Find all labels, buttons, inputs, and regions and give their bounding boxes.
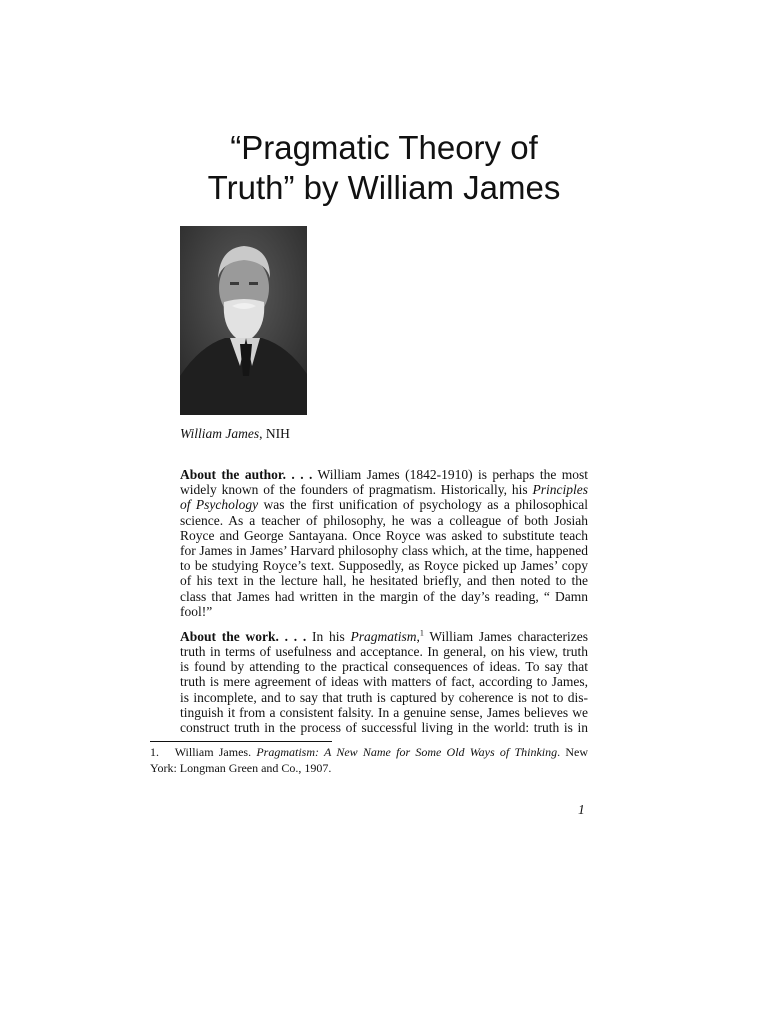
caption-name: William James <box>180 426 260 441</box>
body-text <box>180 467 588 735</box>
paragraph-line: tinguish it from a consistent falsity. In a genuine sense, James believes we <box>180 704 588 720</box>
footnote-book-title: Pragmatism: A New Name for Some Old Ways of Thinking <box>256 745 558 759</box>
paragraph-line: of Psychology was the first unification of psychology as a philosophical <box>180 497 588 513</box>
footnote-number: 1. <box>150 745 159 759</box>
paragraph-line: is incomplete, and to say that truth is captured by coherence is not to dis- <box>180 689 588 705</box>
paragraph-line: of his text in the lecture hall, he hesitated briefly, and then noted to the <box>180 573 588 589</box>
author-heading: About the author. . . . <box>180 467 313 482</box>
caption-credit: , NIH <box>259 426 290 441</box>
work-heading: About the work. . . . <box>180 628 307 644</box>
paragraph-line: for James in James’ Harvard philosophy class which, at the time, happened <box>180 542 588 558</box>
paragraph-line: widely known of the founders of pragmatism. Historically, his Principles <box>180 482 588 498</box>
work-paragraph <box>180 629 588 735</box>
portrait-photo <box>180 226 307 415</box>
footnote-rule <box>150 741 332 742</box>
paragraph-line: truth in terms of usefulness and acceptance. In general, on his view, truth <box>180 644 588 660</box>
paragraph-line: About the author. . . . William James (1842-1910) is perhaps the most <box>180 467 588 482</box>
book-title: Principles <box>532 482 588 498</box>
paragraph-line: fool!” <box>180 603 213 619</box>
title-line-2: Truth” by William James <box>207 169 561 206</box>
paragraph-line: construct truth in the process of successful living in the world: truth is in <box>180 720 588 735</box>
footnote <box>150 744 588 776</box>
book-title: of Psychology <box>180 497 259 513</box>
portrait-caption <box>180 426 290 442</box>
page-number: 1 <box>578 802 585 817</box>
paragraph-line: truth is mere agreement of ideas with matters of fact, according to James, <box>180 674 588 690</box>
paragraph-line: Royce and George Santayana. Once Royce was asked to substitute teach <box>180 527 588 543</box>
footnote-line: 1. William James. Pragmatism: A New Name for Some Old Ways of Thinking. New <box>150 745 589 759</box>
footnote-line: York: Longman Green and Co., 1907. <box>150 761 332 775</box>
paragraph-line: is found by attending to the practical consequences of ideas. To say that <box>180 659 588 675</box>
page-title <box>150 128 618 208</box>
author-paragraph <box>180 467 588 619</box>
book-title: Pragmatism <box>350 628 417 644</box>
paragraph-line: About the work. . . . In his Pragmatism,$^1$ William James characterizes <box>180 628 589 644</box>
paragraph-line: science. As a teacher of philosophy, he was a colleague of both Josiah <box>180 512 588 528</box>
paragraph-line: class that James had written in the margin of the day’s reading, “ Damn <box>180 588 588 604</box>
paragraph-line: to be studying Royce’s text. Supposedly, as Royce picked up James’ copy <box>180 558 588 574</box>
footnote-mark: 1 <box>419 628 424 638</box>
title-line-1: “Pragmatic Theory of <box>230 129 538 166</box>
